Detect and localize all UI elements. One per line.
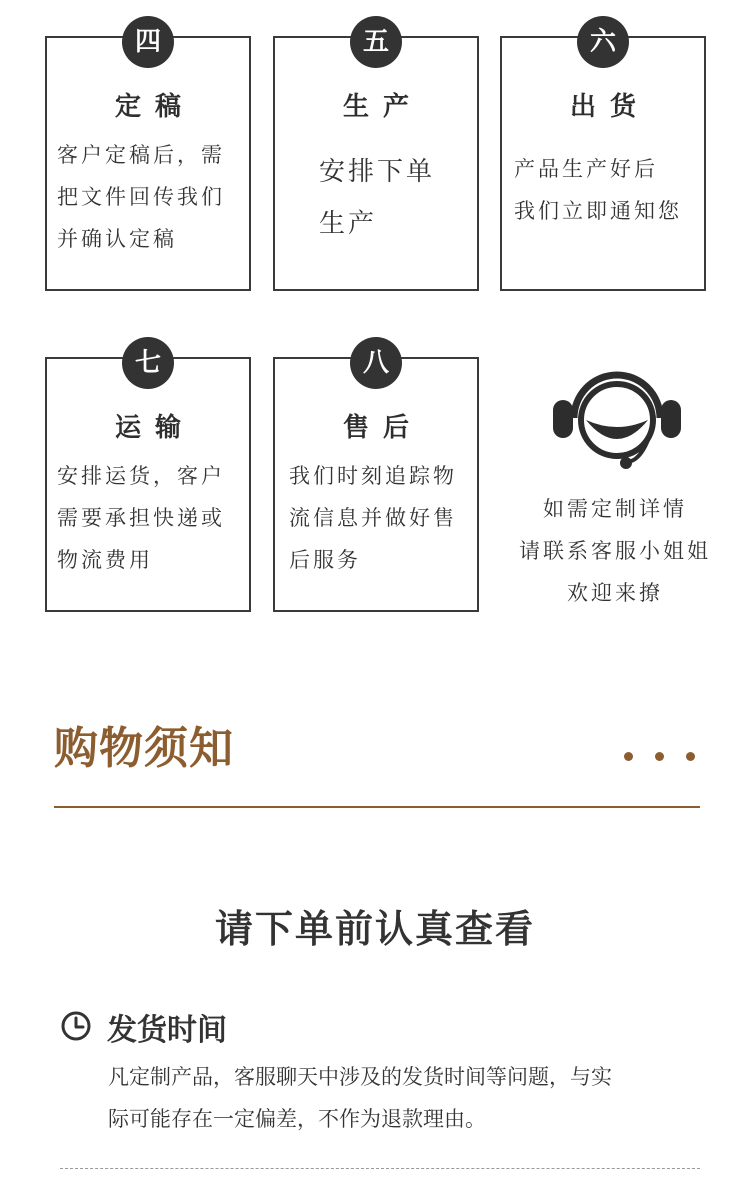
step-card-shipment xyxy=(500,27,706,291)
delivery-text-line: 凡定制产品，客服聊天中涉及的发货时间等问题，与实 xyxy=(108,1065,612,1089)
step-description xyxy=(57,134,243,260)
dot xyxy=(655,752,664,761)
step-description-line: 把文件回传我们 xyxy=(57,185,225,209)
step-description-line: 后服务 xyxy=(289,548,361,572)
dot xyxy=(624,752,633,761)
step-description-line: 生产 xyxy=(319,209,378,239)
section-divider xyxy=(54,806,700,808)
step-description-line: 安排下单 xyxy=(319,157,436,187)
step-title: 运输 xyxy=(114,413,195,443)
step-card-transport xyxy=(45,348,251,612)
step-description-line: 产品生产好后 xyxy=(514,157,658,181)
step-description-line: 我们立即通知您 xyxy=(514,199,682,223)
step-card-finalize xyxy=(45,27,251,291)
dot xyxy=(686,752,695,761)
service-description-line: 欢迎来撩 xyxy=(567,581,663,605)
notice-heading: 请下单前认真查看 xyxy=(214,907,535,951)
step-card-production xyxy=(273,27,479,291)
step-title: 定稿 xyxy=(114,92,195,122)
step-description-line: 流信息并做好售 xyxy=(289,506,457,530)
step-description-line: 安排运货，客户 xyxy=(57,464,225,488)
step-number-badge: 七 xyxy=(122,337,174,389)
delivery-time-title: 发货时间 xyxy=(107,1013,227,1048)
step-description xyxy=(319,146,471,250)
step-title: 生产 xyxy=(342,92,423,122)
step-number-badge: 八 xyxy=(350,337,402,389)
step-number-badge: 六 xyxy=(577,16,629,68)
step-description-line: 并确认定稿 xyxy=(57,227,177,251)
service-description xyxy=(500,488,730,614)
step-number-badge: 四 xyxy=(122,16,174,68)
section-title: 购物须知 xyxy=(54,723,234,774)
step-description xyxy=(289,455,471,581)
clock-icon xyxy=(60,1010,92,1042)
customer-service-headset-icon xyxy=(550,360,684,472)
step-description-line: 客户定稿后，需 xyxy=(57,143,225,167)
delivery-time-text xyxy=(108,1056,708,1140)
step-description-line: 我们时刻追踪物 xyxy=(289,464,457,488)
section-dots xyxy=(620,752,700,772)
step-description xyxy=(514,148,698,232)
step-description xyxy=(57,455,243,581)
step-number-badge: 五 xyxy=(350,16,402,68)
step-card-after-sales xyxy=(273,348,479,612)
customer-service-block xyxy=(500,360,730,620)
service-description-line: 请联系客服小姐姐 xyxy=(519,539,711,563)
service-description-line: 如需定制详情 xyxy=(543,497,687,521)
delivery-text-line: 际可能存在一定偏差，不作为退款理由。 xyxy=(108,1107,486,1131)
step-description-line: 需要承担快递或 xyxy=(57,506,225,530)
step-description-line: 物流费用 xyxy=(57,548,153,572)
step-title: 出货 xyxy=(569,92,650,122)
step-title: 售后 xyxy=(342,413,423,443)
dashed-divider xyxy=(60,1168,700,1169)
